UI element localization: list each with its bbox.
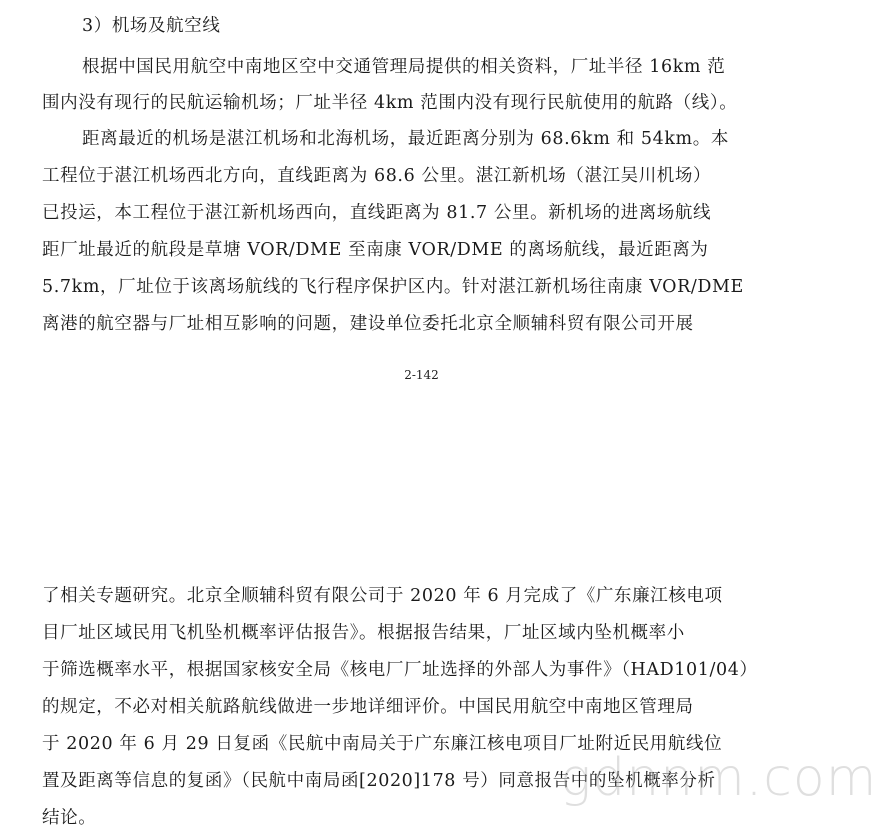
paragraph-line: 于筛选概率水平，根据国家核安全局《核电厂厂址选择的外部人为事件》（HAD101/04） — [42, 660, 758, 680]
paragraph-line: 的规定，不必对相关航路航线做进一步地详细评价。中国民用航空中南地区管理局 — [42, 697, 694, 717]
paragraph-line: 围内没有现行的民航运输机场；厂址半径 4km 范围内没有现行民航使用的航路（线）。 — [42, 93, 738, 113]
page-number: 2-142 — [404, 368, 439, 382]
paragraph-line: 根据中国民用航空中南地区空中交通管理局提供的相关资料，厂址半径 16km 范 — [82, 57, 726, 77]
paragraph-line: 结论。 — [42, 808, 97, 828]
watermark: gdnnm.com — [560, 748, 877, 808]
paragraph-line: 已投运，本工程位于湛江新机场西向，直线距离为 81.7 公里。新机场的进离场航线 — [42, 203, 712, 223]
paragraph-line: 了相关专题研究。北京全顺辅科贸有限公司于 2020 年 6 月完成了《广东廉江核电项 — [42, 586, 723, 606]
paragraph-line: 目厂址区域民用飞机坠机概率评估报告》。根据报告结果，厂址区域内坠机概率小 — [42, 623, 685, 643]
paragraph-line: 距离最近的机场是湛江机场和北海机场，最近距离分别为 68.6km 和 54km。本 — [82, 129, 729, 149]
paragraph-line: 离港的航空器与厂址相互影响的问题，建设单位委托北京全顺辅科贸有限公司开展 — [42, 314, 694, 334]
paragraph-line: 工程位于湛江机场西北方向，直线距离为 68.6 公里。湛江新机场（湛江吴川机场） — [42, 166, 712, 186]
paragraph-line: 于 2020 年 6 月 29 日复函《民航中南局关于广东廉江核电项目厂址附近民用航线位 — [42, 734, 723, 754]
section-heading: 3）机场及航空线 — [82, 16, 221, 36]
paragraph-line: 5.7km，厂址位于该离场航线的飞行程序保护区内。针对湛江新机场往南康 VOR/DME — [42, 277, 744, 297]
paragraph-line: 距厂址最近的航段是草塘 VOR/DME 至南康 VOR/DME 的离场航线，最近距离为 — [42, 240, 709, 260]
paragraph-line: 置及距离等信息的复函》（民航中南局函[2020]178 号）同意报告中的坠机概率分析 — [42, 771, 716, 791]
